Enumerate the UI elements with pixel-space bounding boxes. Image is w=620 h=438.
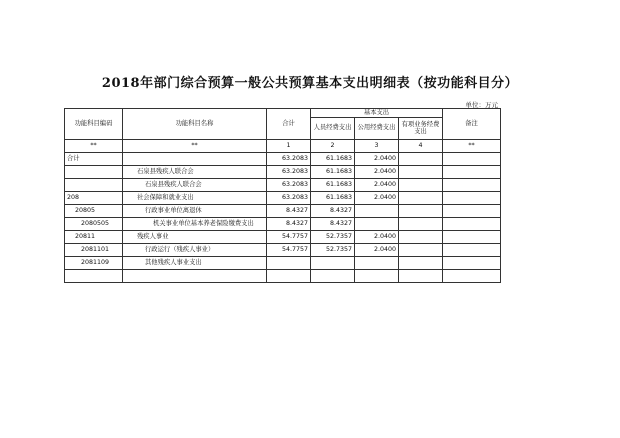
table-row [65, 153, 501, 166]
code-cell [65, 179, 123, 192]
header-basic: 基本支出 [311, 109, 443, 118]
total-cell: 54.7757 [267, 244, 311, 257]
name-cell: 残疾人事业 [123, 231, 267, 244]
code-cell: 2081101 [65, 244, 123, 257]
table-row [65, 166, 501, 179]
note-cell [443, 231, 501, 244]
total-cell: 54.7757 [267, 231, 311, 244]
special-cell [399, 231, 443, 244]
note-cell [443, 205, 501, 218]
header-note: 备注 [443, 109, 501, 140]
empty-cell [443, 270, 501, 283]
index-row [65, 140, 501, 153]
index-cell: 3 [355, 140, 399, 153]
total-cell: 63.2083 [267, 179, 311, 192]
header-code: 功能科目编码 [65, 109, 123, 140]
table-title: 2018年部门综合预算一般公共预算基本支出明细表（按功能科目分） [101, 76, 519, 91]
special-cell [399, 192, 443, 205]
table-row [65, 244, 501, 257]
personnel-cell: 61.1683 [311, 153, 355, 166]
code-cell: 2081109 [65, 257, 123, 270]
index-cell: 4 [399, 140, 443, 153]
table-row [65, 179, 501, 192]
name-cell [123, 153, 267, 166]
budget-table [64, 108, 501, 283]
index-cell: 2 [311, 140, 355, 153]
header-total: 合计 [267, 109, 311, 140]
empty-cell [267, 270, 311, 283]
name-cell: 其他残疾人事业支出 [123, 257, 267, 270]
unit-label: 单位：万元 [465, 101, 498, 109]
name-cell: 石泉县残疾人联合会 [123, 179, 267, 192]
code-cell: 20805 [65, 205, 123, 218]
public-cell [355, 257, 399, 270]
index-cell: ** [123, 140, 267, 153]
personnel-cell: 52.7357 [311, 244, 355, 257]
index-cell: ** [65, 140, 123, 153]
total-cell: 63.2083 [267, 153, 311, 166]
name-cell: 社会保障和就业支出 [123, 192, 267, 205]
personnel-cell: 61.1683 [311, 192, 355, 205]
empty-cell [355, 270, 399, 283]
special-cell [399, 257, 443, 270]
name-cell: 机关事业单位基本养老保险缴费支出 [123, 218, 267, 231]
name-cell: 行政运行（残疾人事业） [123, 244, 267, 257]
personnel-cell: 8.4327 [311, 205, 355, 218]
table-row [65, 205, 501, 218]
note-cell [443, 257, 501, 270]
note-cell [443, 244, 501, 257]
personnel-cell: 52.7357 [311, 231, 355, 244]
special-cell [399, 244, 443, 257]
total-cell [267, 257, 311, 270]
index-cell: ** [443, 140, 501, 153]
special-cell [399, 179, 443, 192]
public-cell: 2.0400 [355, 153, 399, 166]
total-cell: 63.2083 [267, 192, 311, 205]
table-row [65, 231, 501, 244]
note-cell [443, 192, 501, 205]
public-cell: 2.0400 [355, 231, 399, 244]
name-cell: 行政事业单位离退休 [123, 205, 267, 218]
special-cell [399, 218, 443, 231]
note-cell [443, 218, 501, 231]
special-cell [399, 205, 443, 218]
table-row [65, 257, 501, 270]
code-cell: 20811 [65, 231, 123, 244]
code-cell: 2080505 [65, 218, 123, 231]
code-cell [65, 166, 123, 179]
public-cell: 2.0400 [355, 166, 399, 179]
note-cell [443, 166, 501, 179]
public-cell: 2.0400 [355, 192, 399, 205]
special-cell [399, 166, 443, 179]
personnel-cell: 61.1683 [311, 179, 355, 192]
public-cell: 2.0400 [355, 179, 399, 192]
empty-cell [311, 270, 355, 283]
code-cell: 208 [65, 192, 123, 205]
table-row [65, 218, 501, 231]
personnel-cell [311, 257, 355, 270]
public-cell [355, 218, 399, 231]
total-cell: 8.4327 [267, 218, 311, 231]
personnel-cell: 8.4327 [311, 218, 355, 231]
header-personnel: 人员经费支出 [311, 118, 355, 140]
code-cell: 合计 [65, 153, 123, 166]
index-cell: 1 [267, 140, 311, 153]
table-row [65, 192, 501, 205]
header-public: 公用经费支出 [355, 118, 399, 140]
public-cell: 2.0400 [355, 244, 399, 257]
note-cell [443, 153, 501, 166]
total-cell: 63.2083 [267, 166, 311, 179]
total-cell: 8.4327 [267, 205, 311, 218]
header-name: 功能科目名称 [123, 109, 267, 140]
header-special: 有项业务经费支出 [399, 118, 443, 140]
empty-cell [399, 270, 443, 283]
personnel-cell: 61.1683 [311, 166, 355, 179]
public-cell [355, 205, 399, 218]
empty-cell [65, 270, 123, 283]
note-cell [443, 179, 501, 192]
empty-cell [123, 270, 267, 283]
table-row-empty [65, 270, 501, 283]
special-cell [399, 153, 443, 166]
name-cell: 石泉县残疾人联合会 [123, 166, 267, 179]
